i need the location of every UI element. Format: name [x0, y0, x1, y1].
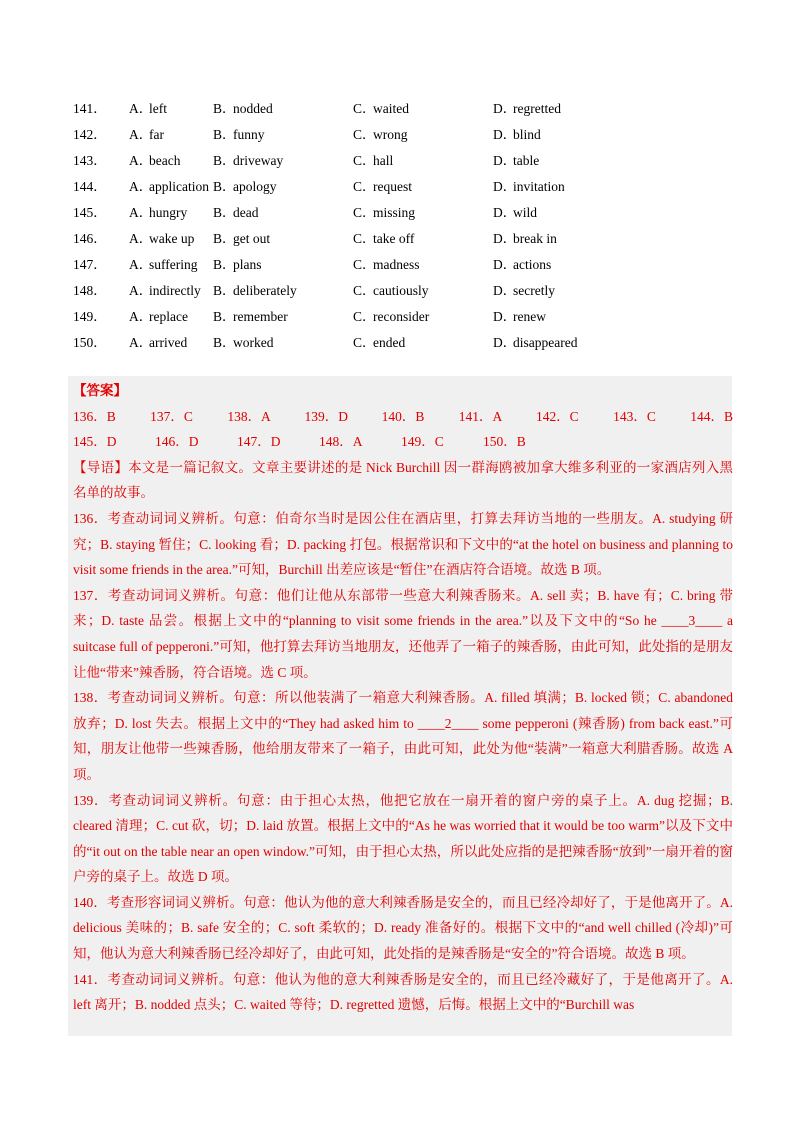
- option-word: regretted: [513, 101, 561, 116]
- option-letter: D．: [493, 231, 517, 246]
- option-letter: D．: [493, 283, 517, 298]
- option-choice: [353, 305, 493, 325]
- answer-key: 138．A: [227, 408, 271, 424]
- option-letter: A．: [129, 127, 153, 142]
- option-choice: [493, 253, 653, 273]
- question-row: [73, 94, 733, 120]
- option-choice: [213, 201, 353, 221]
- option-letter: D．: [493, 205, 517, 220]
- option-choice: [493, 279, 653, 299]
- option-letter: C．: [353, 101, 376, 116]
- answer-key: 142．C: [535, 408, 579, 424]
- option-word: missing: [373, 205, 416, 220]
- option-letter: A．: [129, 205, 153, 220]
- option-choice: [353, 253, 493, 273]
- option-choice: [353, 331, 493, 351]
- option-word: driveway: [233, 153, 284, 168]
- option-choice: [353, 175, 493, 195]
- option-choice: [353, 123, 493, 143]
- option-word: funny: [233, 127, 265, 142]
- question-number: 150．: [73, 335, 107, 350]
- option-letter: B．: [213, 335, 236, 350]
- answer-key: 144．B: [690, 408, 734, 424]
- option-word: blind: [513, 127, 541, 142]
- explanation-paragraph: 141．考查动词词义辨析。句意：他认为他的意大利辣香肠是安全的，而且已经冷藏好了，于是他离开了。A. left 离开；B. nodded 点头；C. waited 等待；D. regretted 遗憾，后悔。根据上文中的“Burchill was: [73, 971, 733, 1013]
- option-letter: B．: [213, 179, 236, 194]
- question-number: 145．: [73, 205, 107, 220]
- option-word: remember: [233, 309, 288, 324]
- option-letter: A．: [129, 335, 153, 350]
- option-word: take off: [373, 231, 415, 246]
- question-row: [73, 198, 733, 224]
- explanation-paragraph: 【导语】本文是一篇记叙文。文章主要讲述的是 Nick Burchill 因一群海鸥被加拿大维多利亚的一家酒店列入黑名单的故事。: [73, 459, 733, 501]
- option-choice: [129, 227, 213, 247]
- question-number: 147．: [73, 257, 107, 272]
- option-letter: B．: [213, 153, 236, 168]
- answer-key: 148．A: [319, 434, 363, 450]
- option-letter: C．: [353, 309, 376, 324]
- option-word: left: [149, 101, 167, 116]
- question-row: [73, 172, 733, 198]
- option-letter: C．: [353, 335, 376, 350]
- option-choice: [493, 331, 653, 351]
- option-word: ended: [373, 335, 406, 350]
- explanation-paragraph: 137．考查动词词义辨析。句意：他们让他从东部带一些意大利辣香肠来。A. sell 卖；B. have 有；C. bring 带来；D. taste 品尝。根据上文中的“planning to visit some friends in the area.”以及下文中的“So he ____3____ a suitcase full of pepperoni.”可知，他打算去拜访当地朋友，还他弄了一箱子的辣香肠，由此可知，此处指的是朋友让他“带来”辣香肠，符合语境。选 C 项。: [73, 587, 733, 680]
- option-letter: A．: [129, 101, 153, 116]
- option-letter: A．: [129, 283, 153, 298]
- option-letter: D．: [493, 179, 517, 194]
- option-letter: D．: [493, 335, 517, 350]
- option-word: wake up: [149, 231, 195, 246]
- option-word: suffering: [149, 257, 198, 272]
- option-word: replace: [149, 309, 188, 324]
- option-word: wild: [513, 205, 538, 220]
- question-row: [73, 250, 733, 276]
- option-letter: B．: [213, 283, 236, 298]
- option-word: cautiously: [373, 283, 429, 298]
- option-letter: D．: [493, 101, 517, 116]
- option-choice: [129, 279, 213, 299]
- question-row: [73, 276, 733, 302]
- option-letter: C．: [353, 257, 376, 272]
- option-word: secretly: [513, 283, 555, 298]
- option-choice: [353, 201, 493, 221]
- option-letter: B．: [213, 205, 236, 220]
- option-letter: A．: [129, 257, 153, 272]
- option-word: request: [373, 179, 412, 194]
- question-row: [73, 146, 733, 172]
- question-number: 149．: [73, 309, 107, 324]
- option-word: renew: [513, 309, 546, 324]
- option-word: nodded: [233, 101, 273, 116]
- answer-key: 141．A: [458, 408, 503, 424]
- option-letter: C．: [353, 127, 376, 142]
- option-letter: B．: [213, 101, 236, 116]
- option-letter: D．: [493, 153, 517, 168]
- option-word: hall: [373, 153, 394, 168]
- option-choice: [353, 97, 493, 117]
- option-letter: A．: [129, 231, 153, 246]
- question-number: 146．: [73, 231, 107, 246]
- question-number: 143．: [73, 153, 107, 168]
- question-row: [73, 224, 733, 250]
- option-choice: [129, 149, 213, 169]
- option-choice: [213, 123, 353, 143]
- explanation-paragraph: 136．考查动词词义辨析。句意：伯奇尔当时是因公住在酒店里，打算去拜访当地的一些朋友。A. studying 研究；B. staying 暂住；C. looking 看；D. packing 打包。根据常识和下文中的“at the hotel on business and planning to visit some friends in the area.”可知，Burchill 出差应该是“暂住”在酒店符合语境。故选 B 项。: [73, 510, 733, 578]
- option-choice: [129, 331, 213, 351]
- option-word: table: [513, 153, 540, 168]
- option-letter: D．: [493, 127, 517, 142]
- answer-key: 140．B: [381, 408, 425, 424]
- answer-key: 145．D: [73, 434, 117, 450]
- option-word: actions: [513, 257, 552, 272]
- option-choice: [129, 123, 213, 143]
- options-list: [73, 94, 733, 354]
- option-word: application: [149, 179, 209, 194]
- answer-key: 143．C: [613, 408, 656, 424]
- option-letter: A．: [129, 153, 153, 168]
- option-letter: C．: [353, 153, 376, 168]
- option-word: invitation: [513, 179, 565, 194]
- explanation-paragraph: 140．考查形容词词义辨析。句意：他认为他的意大利辣香肠是安全的，而且已经冷却好了，于是他离开了。A. delicious 美味的；B. safe 安全的；C. soft 柔软的；D. ready 准备好的。根据下文中的“and well chilled (冷却)”可知，他认为意大利辣香肠已经冷却好了，由此可知，此处指的是辣香肠是“安全的”符合语境。故选 B 项。: [73, 894, 733, 962]
- option-choice: [493, 149, 653, 169]
- answer-heading: 【答案】: [73, 383, 127, 398]
- option-choice: [129, 253, 213, 273]
- option-letter: D．: [493, 257, 517, 272]
- question-number: 148．: [73, 283, 107, 298]
- option-choice: [493, 97, 653, 117]
- option-letter: A．: [129, 179, 153, 194]
- option-letter: B．: [213, 127, 236, 142]
- option-choice: [129, 305, 213, 325]
- question-row: [73, 328, 733, 354]
- option-choice: [213, 97, 353, 117]
- answer-section: [73, 378, 733, 1018]
- option-word: deliberately: [233, 283, 297, 298]
- option-choice: [213, 149, 353, 169]
- option-choice: [353, 279, 493, 299]
- option-word: break in: [513, 231, 557, 246]
- option-word: worked: [233, 335, 274, 350]
- option-choice: [213, 279, 353, 299]
- answer-key: 150．B: [483, 434, 526, 450]
- option-word: far: [149, 127, 164, 142]
- option-word: indirectly: [149, 283, 201, 298]
- option-word: dead: [233, 205, 259, 220]
- option-letter: C．: [353, 179, 376, 194]
- option-letter: B．: [213, 231, 236, 246]
- answer-key: 139．D: [304, 408, 348, 424]
- option-choice: [353, 149, 493, 169]
- question-number: 144．: [73, 179, 107, 194]
- option-letter: D．: [493, 309, 517, 324]
- option-choice: [213, 227, 353, 247]
- option-choice: [493, 227, 653, 247]
- option-choice: [493, 175, 653, 195]
- option-choice: [353, 227, 493, 247]
- explanation-paragraph: 139．考查动词词义辨析。句意：由于担心太热，他把它放在一扇开着的窗户旁的桌子上。A. dug 挖掘；B. cleared 清理；C. cut 砍，切；D. laid 放置。根据上文中的“As he was worried that it would be too warm”以及下文中的“it out on the table near an open window.”可知，由于担心太热，所以此处应指的是把辣香肠“放到”一扇开着的窗户旁的桌子上。故选 D 项。: [73, 792, 733, 885]
- option-letter: B．: [213, 309, 236, 324]
- option-choice: [493, 201, 653, 221]
- question-number: 142．: [73, 127, 107, 142]
- option-word: wrong: [373, 127, 408, 142]
- option-choice: [493, 123, 653, 143]
- answer-key: 136．B: [73, 408, 116, 424]
- option-choice: [493, 305, 653, 325]
- option-word: plans: [233, 257, 262, 272]
- option-word: apology: [233, 179, 277, 194]
- option-word: get out: [233, 231, 271, 246]
- answer-key: 137．C: [150, 408, 193, 424]
- option-letter: C．: [353, 231, 376, 246]
- answer-keys-row-1: [73, 404, 733, 430]
- question-row: [73, 302, 733, 328]
- question-row: [73, 120, 733, 146]
- answer-key: 146．D: [155, 434, 199, 450]
- option-word: reconsider: [373, 309, 430, 324]
- option-choice: [213, 331, 353, 351]
- option-choice: [129, 97, 213, 117]
- answer-key: 149．C: [401, 434, 444, 450]
- answer-key: 147．D: [237, 434, 281, 450]
- option-letter: C．: [353, 205, 376, 220]
- explanation-paragraph: 138．考查动词词义辨析。句意：所以他装满了一箱意大利辣香肠。A. filled 填满；B. locked 锁；C. abandoned 放弃；D. lost 失去。根据上文中的“They had asked him to ____2____ some pepperoni (辣香肠) from back east.”可知，朋友让他带一些辣香肠，他给朋友带来了一箱子，由此可知，此处为他“装满”一箱意大利腊香肠。故选 A 项。: [73, 690, 733, 782]
- explanations: [73, 455, 733, 1018]
- option-letter: A．: [129, 309, 153, 324]
- question-number: 141．: [73, 101, 107, 116]
- option-letter: B．: [213, 257, 236, 272]
- option-letter: C．: [353, 283, 376, 298]
- option-word: madness: [373, 257, 420, 272]
- option-choice: [213, 175, 353, 195]
- answer-keys-row-2: [73, 429, 733, 455]
- option-choice: [213, 253, 353, 273]
- option-word: disappeared: [513, 335, 578, 350]
- option-word: beach: [149, 153, 181, 168]
- option-choice: [213, 305, 353, 325]
- option-choice: [129, 201, 213, 221]
- option-word: waited: [373, 101, 409, 116]
- option-word: arrived: [149, 335, 188, 350]
- option-word: hungry: [149, 205, 188, 220]
- option-choice: [129, 175, 213, 195]
